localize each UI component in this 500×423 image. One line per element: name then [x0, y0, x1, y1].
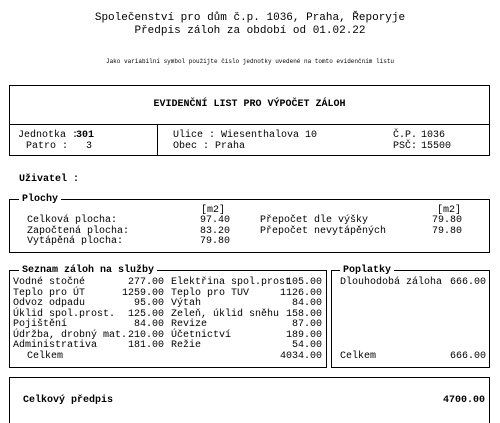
plochy-row-value: 97.40	[199, 215, 230, 226]
jednotka-value: 301	[76, 130, 95, 141]
zalohy-right-row-label: Zeleň, úklid sněhu	[171, 308, 280, 320]
page-title: EVIDENČNÍ LIST PRO VÝPOČET ZÁLOH	[153, 99, 346, 110]
zalohy-right-row-label: Režie	[171, 340, 202, 351]
zalohy-right-row-label: Elektřina spol.prost	[171, 277, 292, 288]
zalohy-right-row-label: Výtah	[171, 298, 202, 309]
zalohy-right-row-value: 105.00	[285, 277, 322, 288]
zalohy-right-row-value: 158.00	[285, 308, 322, 320]
zalohy-right-row-label: Teplo pro TUV	[171, 287, 250, 299]
zalohy-row-value: 277.00	[127, 277, 164, 288]
zalohy-row-label: Administrativa	[13, 340, 98, 351]
plochy-right-row-label: Přepočet dle výšky	[260, 215, 369, 226]
plochy-row-value: 79.80	[199, 236, 230, 247]
plochy-row-label: Vytápěná plocha:	[27, 236, 124, 247]
zalohy-right-row-value: 87.00	[291, 319, 322, 330]
obec-label: Obec : Praha	[173, 141, 246, 152]
poplatky-item-value: 666.00	[449, 277, 486, 288]
plochy-right-row-label: Přepočet nevytápěných	[260, 225, 387, 237]
zalohy-row-value: 210.00	[127, 329, 164, 341]
header-line-1: Společenství pro dům č.p. 1036, Praha, Řeporyje	[94, 12, 406, 24]
zalohy-row-value: 181.00	[127, 340, 164, 351]
summary-box	[9, 377, 490, 423]
zalohy-row-value: 1259.00	[121, 287, 164, 299]
zalohy-row-label: Teplo pro ÚT	[13, 287, 86, 299]
poplatky-total-value: 666.00	[449, 351, 486, 362]
ulice-label: Ulice : Wiesenthalova 10	[173, 130, 318, 141]
plochy-row-label: Započtená plocha:	[27, 225, 130, 237]
poplatky-item-label: Dlouhodobá záloha	[340, 277, 443, 288]
zalohy-row-value: 84.00	[133, 319, 164, 330]
poplatky-total-label: Celkem	[340, 351, 377, 362]
psc-label: PSČ:	[393, 141, 418, 152]
zalohy-row-label: Vodné stočné	[13, 277, 86, 288]
summary-label: Celkový předpis	[23, 395, 114, 406]
plochy-legend: Plochy	[19, 194, 61, 205]
plochy-unit-right: [m2]	[437, 205, 462, 216]
zalohy-right-row-value: 84.00	[291, 298, 322, 309]
zalohy-row-value: 95.00	[133, 298, 164, 309]
header-note: Jako variabilní symbol použijte číslo jednotky uvedené na tomto evidenčním listu	[105, 58, 395, 65]
zalohy-row-label: Úklid spol.prost.	[13, 308, 116, 320]
plochy-right-row-value: 79.80	[431, 215, 462, 226]
plochy-row-value: 83.20	[199, 225, 230, 237]
zalohy-row-label: Údržba, drobný mat.	[13, 329, 128, 341]
zalohy-row-label: Pojištění	[13, 319, 68, 330]
zalohy-row-value: 125.00	[127, 308, 164, 320]
zalohy-right-row-value: 1126.00	[279, 287, 322, 299]
zalohy-right-row-label: Revize	[171, 319, 208, 330]
summary-value: 4700.00	[442, 395, 485, 406]
zalohy-right-row-value: 189.00	[285, 329, 322, 341]
zalohy-right-row-label: Účetnictví	[171, 329, 232, 341]
header-line-2: Předpis záloh za období od 01.02.22	[134, 25, 366, 37]
divider	[157, 125, 158, 155]
poplatky-legend: Poplatky	[340, 265, 394, 276]
plochy-right-row-value: 79.80	[431, 225, 462, 237]
psc-value: 15500	[421, 141, 452, 152]
jednotka-label: Jednotka :	[18, 130, 79, 141]
zalohy-row-label: Odvoz odpadu	[13, 298, 86, 309]
zalohy-total-value: 4034.00	[279, 351, 322, 362]
unit-info-box	[9, 124, 490, 156]
cp-value: 1036	[421, 130, 446, 141]
zalohy-right-row-value: 54.00	[291, 340, 322, 351]
user-label: Uživatel :	[19, 174, 80, 185]
title-box	[9, 85, 490, 125]
zalohy-legend: Seznam záloh na služby	[19, 265, 157, 276]
patro-value: 3	[86, 141, 93, 152]
zalohy-total-label: Celkem	[27, 351, 64, 362]
plochy-row-label: Celková plocha:	[27, 215, 118, 226]
plochy-unit-left: [m2]	[201, 205, 226, 216]
patro-label: Patro :	[25, 141, 68, 152]
cp-label: Č.P.	[393, 130, 418, 141]
